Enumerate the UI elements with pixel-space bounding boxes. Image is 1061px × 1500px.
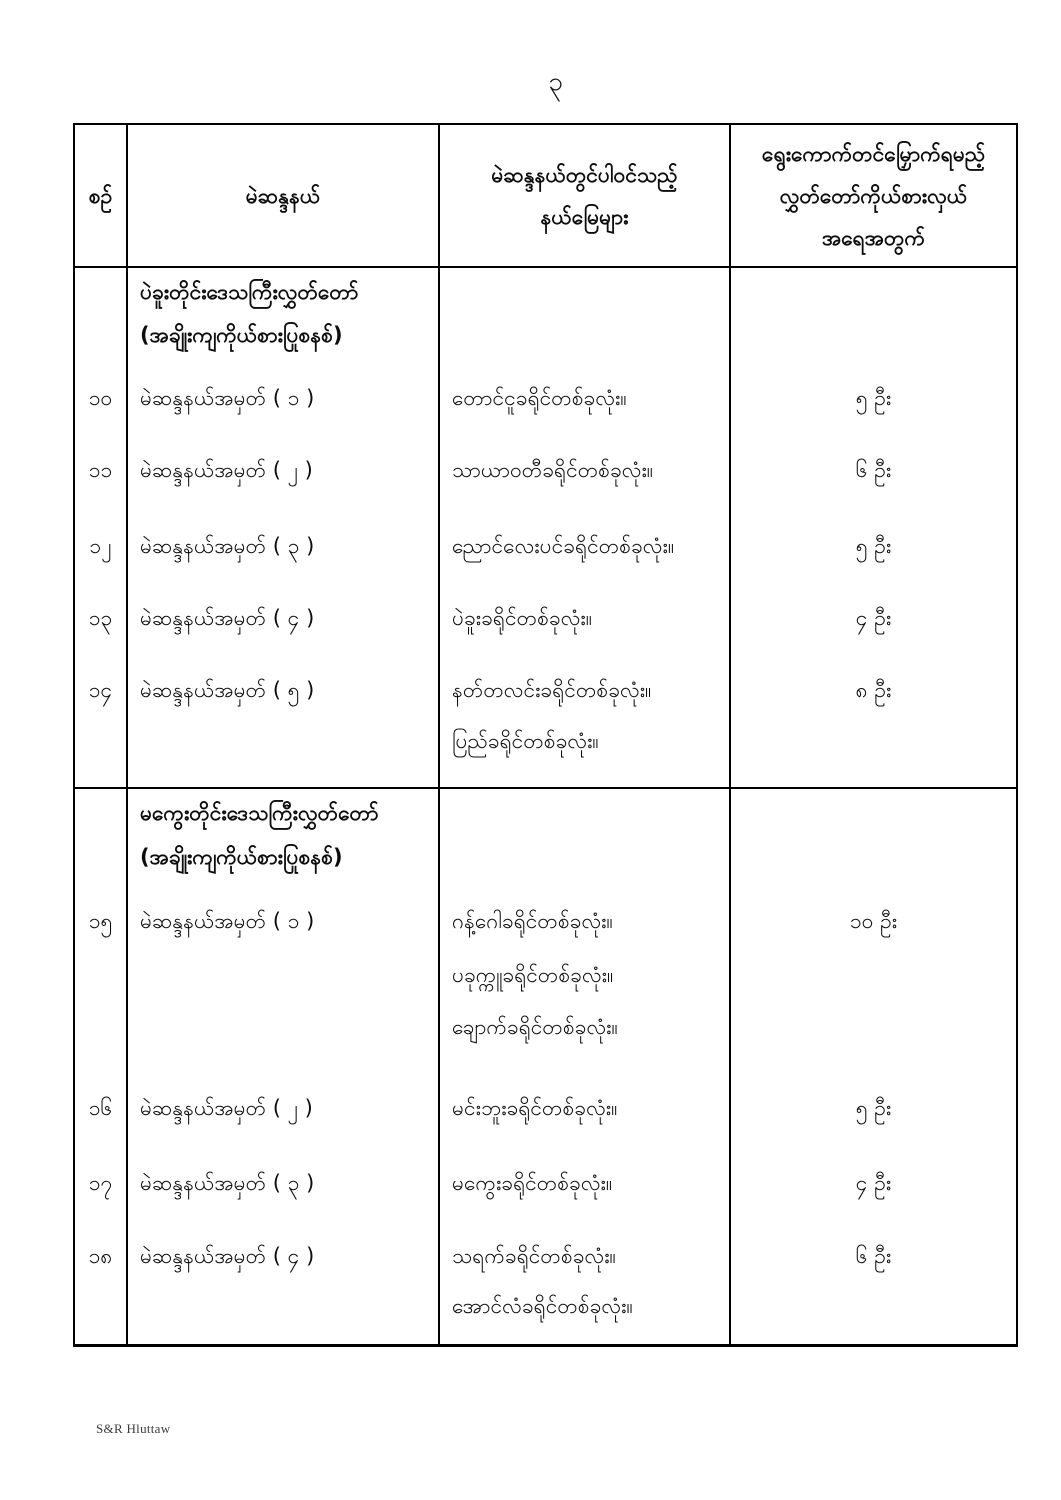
header-reps-line2: လွှတ်တော်ကိုယ်စားလှယ်	[779, 183, 968, 208]
constituency-name: မဲဆန္ဒနယ်အမှတ် ( ၅ )	[140, 677, 315, 702]
area-line: မင်းဘူးခရိုင်တစ်ခုလုံး။	[452, 1095, 618, 1120]
section-areas-column	[440, 789, 731, 1344]
representative-count: ၁၀ ဦး	[849, 908, 898, 933]
section-magway	[75, 789, 1016, 1344]
section-no-column	[75, 268, 128, 787]
row-number: ၁၂	[89, 533, 112, 558]
constituency-table	[73, 123, 1018, 1347]
section-count-column	[731, 268, 1016, 787]
section-bago	[75, 268, 1016, 789]
row-number: ၁၁	[88, 457, 113, 482]
constituency-name: မဲဆန္ဒနယ်အမှတ် ( ၄ )	[140, 605, 315, 630]
header-reps-line1: ရွေးကောက်တင်မြှောက်ရမည့်	[761, 141, 986, 166]
header-reps-line3: အရေအတွက်	[821, 225, 925, 250]
header-no	[75, 125, 128, 266]
representative-count: ၅ ဦး	[855, 533, 892, 558]
area-line: သာယာဝတီခရိုင်တစ်ခုလုံး။	[452, 457, 654, 482]
row-number: ၁၈	[88, 1243, 113, 1268]
header-representatives	[731, 125, 1016, 266]
representative-count: ၆ ဦး	[855, 1243, 892, 1268]
representative-count: ၅ ဦး	[855, 1095, 892, 1120]
section-constituency-column	[128, 268, 440, 787]
area-line: ပခုက္ကူခရိုင်တစ်ခုလုံး။	[452, 962, 614, 987]
page-number: ၃	[548, 67, 563, 97]
area-line: ဂန့်ဂေါခရိုင်တစ်ခုလုံး။	[452, 908, 613, 933]
header-no-label: စဉ်	[88, 183, 113, 208]
header-areas	[440, 125, 731, 266]
representative-count: ၅ ဦး	[855, 385, 892, 410]
constituency-name: မဲဆန္ဒနယ်အမှတ် ( ၁ )	[140, 908, 315, 933]
area-line: နတ်တလင်းခရိုင်တစ်ခုလုံး။	[452, 677, 652, 702]
area-line: သရက်ခရိုင်တစ်ခုလုံး။	[452, 1243, 616, 1268]
representative-count: ၈ ဦး	[855, 677, 892, 702]
row-number: ၁၀	[88, 385, 113, 410]
section-title-line: ပဲခူးတိုင်းဒေသကြီးလွှတ်တော်	[140, 279, 359, 304]
constituency-name: မဲဆန္ဒနယ်အမှတ် ( ၁ )	[140, 385, 315, 410]
row-number: ၁၄	[88, 677, 113, 702]
constituency-name: မဲဆန္ဒနယ်အမှတ် ( ၄ )	[140, 1243, 315, 1268]
area-line: ညောင်လေးပင်ခရိုင်တစ်ခုလုံး။	[452, 533, 675, 558]
section-areas-column	[440, 268, 731, 787]
row-number: ၁၃	[88, 605, 113, 630]
area-line: ပဲခူးခရိုင်တစ်ခုလုံး။	[452, 605, 593, 630]
area-line: အောင်လံခရိုင်တစ်ခုလုံး။	[452, 1293, 633, 1318]
constituency-name: မဲဆန္ဒနယ်အမှတ် ( ၃ )	[140, 1170, 315, 1195]
representative-count: ၄ ဦး	[855, 1170, 892, 1195]
constituency-name: မဲဆန္ဒနယ်အမှတ် ( ၂ )	[140, 457, 313, 482]
representative-count: ၆ ဦး	[855, 457, 892, 482]
header-areas-line1: မဲဆန္ဒနယ်တွင်ပါဝင်သည့်	[491, 162, 678, 187]
representative-count: ၄ ဦး	[855, 605, 892, 630]
section-no-column	[75, 789, 128, 1344]
area-line: တောင်ငူခရိုင်တစ်ခုလုံး။	[452, 385, 627, 410]
header-constituency	[128, 125, 440, 266]
constituency-name: မဲဆန္ဒနယ်အမှတ် ( ၃ )	[140, 533, 315, 558]
area-line: ချောက်ခရိုင်တစ်ခုလုံး။	[452, 1014, 618, 1039]
row-number: ၁၇	[88, 1170, 113, 1195]
header-constituency-label: မဲဆန္ဒနယ်	[245, 183, 321, 208]
footer-watermark: S&R Hluttaw	[96, 1421, 171, 1436]
constituency-name: မဲဆန္ဒနယ်အမှတ် ( ၂ )	[140, 1095, 313, 1120]
section-title-line: မကွေးတိုင်းဒေသကြီးလွှတ်တော်	[140, 800, 379, 825]
area-line: မကွေးခရိုင်တစ်ခုလုံး။	[452, 1170, 613, 1195]
area-line: ပြည်ခရိုင်တစ်ခုလုံး။	[452, 728, 599, 753]
section-title-line: (အချိုးကျကိုယ်စားပြုစနစ်)	[140, 844, 343, 869]
section-constituency-column	[128, 789, 440, 1344]
row-number: ၁၅	[88, 908, 113, 933]
section-count-column	[731, 789, 1016, 1344]
section-title-line: (အချိုးကျကိုယ်စားပြုစနစ်)	[140, 322, 343, 347]
row-number: ၁၆	[88, 1095, 113, 1120]
header-areas-line2: နယ်မြေများ	[540, 204, 629, 229]
table-header-row	[75, 125, 1016, 268]
